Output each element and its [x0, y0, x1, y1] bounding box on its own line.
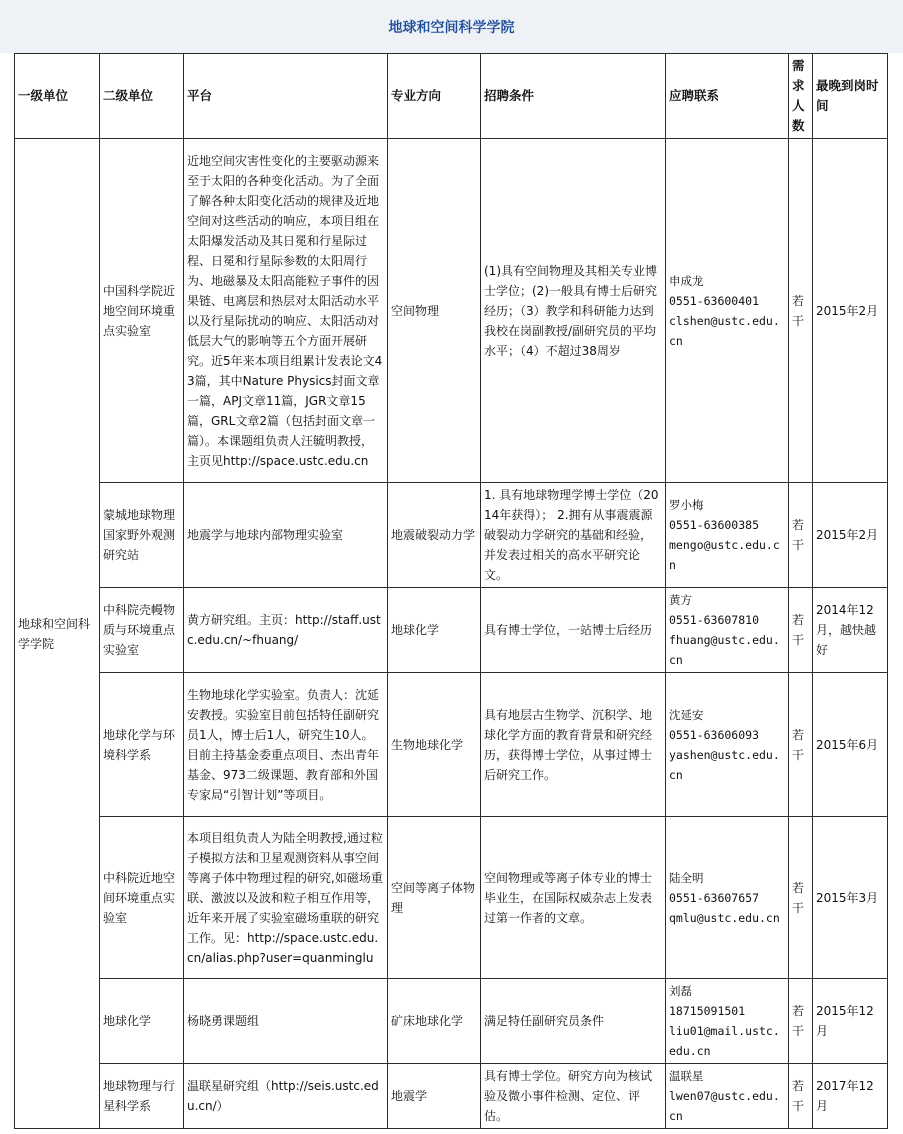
cell-contact: 申成龙 0551-63600401 clshen@ustc.edu.cn [666, 139, 789, 483]
cell-date: 2015年6月 [813, 673, 888, 817]
cell-date: 2017年12月 [813, 1064, 888, 1129]
cell-dept: 地球化学 [100, 979, 184, 1064]
cell-platform: 生物地球化学实验室。负责人：沈延安教授。实验室目前包括特任副研究员1人，博士后1人，研究生10人。目前主持基金委重点项目、杰出青年基金、973二级课题、教育部和外国专家局“引智计划”等项目。 [184, 673, 388, 817]
cell-major: 地震学 [388, 1064, 481, 1129]
cell-platform: 近地空间灾害性变化的主要驱动源来至于太阳的各种变化活动。为了全面了解各种太阳变化活动的规律及近地空间对这些活动的响应，本项目组在太阳爆发活动及其日冕和行星际过程、日冕和行星际参数的太阳周行为、地磁暴及太阳高能粒子事件的因果链、电离层和热层对太阳活动水平以及行星际扰动的响应、太阳活动对低层大气的影响等五个方面开展研究。近5年来本项目组累计发表论文43篇，其中Nature Physics封面文章一篇，APJ文章11篇，JGR文章15篇，GRL文章2篇（包括封面文章一篇）。本课题组负责人汪毓明教授，主页见http://space.ustc.edu.cn [184, 139, 388, 483]
cell-platform: 本项目组负责人为陆全明教授,通过粒子模拟方法和卫星观测资料从事空间等离子体中物理过程的研究,如磁场重联、激波以及波和粒子相互作用等，近年来开展了实验室磁场重联的研究工作。见：http://space.ustc.edu.cn/alias.php?user=quanminglu [184, 817, 388, 979]
cell-major: 空间物理 [388, 139, 481, 483]
page-title: 地球和空间科学学院 [388, 20, 515, 36]
cell-requirement: 满足特任副研究员条件 [481, 979, 666, 1064]
cell-contact: 温联星 lwen07@ustc.edu.cn [666, 1064, 789, 1129]
header-row [15, 54, 888, 139]
cell-dept: 中国科学院近地空间环境重点实验室 [100, 139, 184, 483]
cell-contact: 陆全明 0551-63607657 qmlu@ustc.edu.cn [666, 817, 789, 979]
cell-count: 若干 [789, 139, 813, 483]
cell-dept: 中科院壳幔物质与环境重点实验室 [100, 588, 184, 673]
header-level1: 一级单位 [15, 54, 100, 139]
cell-platform: 杨晓勇课题组 [184, 979, 388, 1064]
cell-date: 2015年3月 [813, 817, 888, 979]
cell-major: 空间等离子体物理 [388, 817, 481, 979]
cell-contact: 罗小梅 0551-63600385 mengo@ustc.edu.cn [666, 483, 789, 588]
cell-platform: 黄方研究组。主页：http://staff.ustc.edu.cn/~fhuang/ [184, 588, 388, 673]
cell-date: 2014年12月，越快越好 [813, 588, 888, 673]
cell-requirement: 1. 具有地球物理学博士学位（2014年获得）； 2.拥有从事震震源破裂动力学研究的基础和经验，并发表过相关的高水平研究论文。 [481, 483, 666, 588]
table-container [14, 53, 890, 1133]
cell-requirement: 具有地层古生物学、沉积学、地球化学方面的教育背景和研究经历，获得博士学位，从事过博士后研究工作。 [481, 673, 666, 817]
cell-count: 若干 [789, 673, 813, 817]
header-major: 专业方向 [388, 54, 481, 139]
cell-date: 2015年12月 [813, 979, 888, 1064]
cell-requirement: 空间物理或等离子体专业的博士毕业生，在国际权威杂志上发表过第一作者的文章。 [481, 817, 666, 979]
table-body [15, 139, 888, 1129]
header-contact: 应聘联系 [666, 54, 789, 139]
cell-date: 2015年2月 [813, 139, 888, 483]
cell-count: 若干 [789, 817, 813, 979]
cell-level1: 地球和空间科学学院 [15, 139, 100, 1129]
cell-requirement: 具有博士学位。研究方向为核试验及微小事件检测、定位、评估。 [481, 1064, 666, 1129]
table-row [15, 588, 888, 673]
cell-major: 矿床地球化学 [388, 979, 481, 1064]
cell-requirement: (1)具有空间物理及其相关专业博士学位；(2)一般具有博士后研究经历；（3）教学和科研能力达到我校在岗副教授/副研究员的平均水平；（4）不超过38周岁 [481, 139, 666, 483]
cell-contact: 刘磊 18715091501 liu01@mail.ustc.edu.cn [666, 979, 789, 1064]
cell-count: 若干 [789, 979, 813, 1064]
cell-requirement: 具有博士学位，一站博士后经历 [481, 588, 666, 673]
table-row [15, 1064, 888, 1129]
cell-dept: 中科院近地空间环境重点实验室 [100, 817, 184, 979]
cell-major: 生物地球化学 [388, 673, 481, 817]
cell-date: 2015年2月 [813, 483, 888, 588]
table-row [15, 979, 888, 1064]
cell-major: 地震破裂动力学 [388, 483, 481, 588]
table-row [15, 817, 888, 979]
header-level2: 二级单位 [100, 54, 184, 139]
cell-dept: 地球物理与行星科学系 [100, 1064, 184, 1129]
cell-count: 若干 [789, 588, 813, 673]
cell-major: 地球化学 [388, 588, 481, 673]
cell-dept: 地球化学与环境科学系 [100, 673, 184, 817]
header-date: 最晚到岗时间 [813, 54, 888, 139]
table-row [15, 673, 888, 817]
cell-dept: 蒙城地球物理国家野外观测研究站 [100, 483, 184, 588]
cell-platform: 温联星研究组（http://seis.ustc.edu.cn/） [184, 1064, 388, 1129]
cell-count: 若干 [789, 483, 813, 588]
header-requirement: 招聘条件 [481, 54, 666, 139]
cell-contact: 黄方 0551-63607810 fhuang@ustc.edu.cn [666, 588, 789, 673]
cell-platform: 地震学与地球内部物理实验室 [184, 483, 388, 588]
header-platform: 平台 [184, 54, 388, 139]
header-count: 需求人数 [789, 54, 813, 139]
cell-contact: 沈延安 0551-63606093 yashen@ustc.edu.cn [666, 673, 789, 817]
cell-count: 若干 [789, 1064, 813, 1129]
table-row [15, 139, 888, 483]
recruitment-table [14, 53, 888, 1129]
table-row [15, 483, 888, 588]
title-bar [0, 0, 903, 53]
